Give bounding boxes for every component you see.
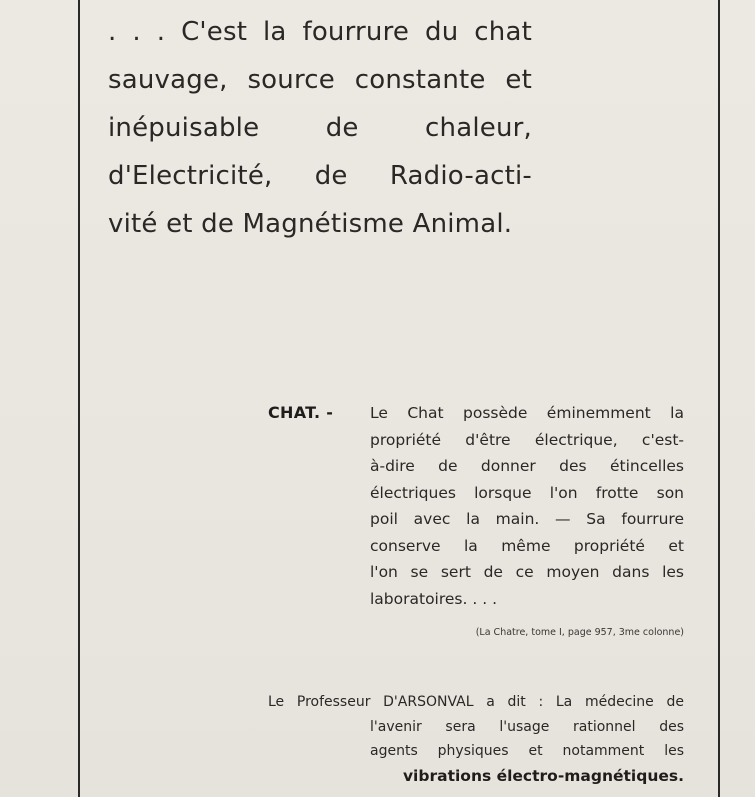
definition-line: conserve la même propriété et bbox=[370, 536, 684, 555]
professor-quote bbox=[268, 690, 684, 788]
professor-line: l'avenir sera l'usage rationnel des bbox=[370, 718, 684, 735]
left-border-rule bbox=[78, 0, 80, 797]
quote-line: . . . C'est la fourrure du chat bbox=[108, 17, 532, 47]
professor-line: agents physiques et notamment les bbox=[370, 743, 684, 759]
definition-line: à-dire de donner des étincelles bbox=[370, 457, 684, 475]
definition-line: propriété d'être électrique, c'est- bbox=[370, 430, 684, 449]
headline-quote bbox=[108, 8, 532, 248]
quote-line: inépuisable de chaleur, bbox=[108, 113, 532, 143]
quote-line: vité et de Magnétisme Animal. bbox=[108, 209, 513, 239]
definition-line: Le Chat possède éminemment la bbox=[370, 404, 684, 422]
definition-line: poil avec la main. — Sa fourrure bbox=[370, 510, 684, 528]
quote-line: sauvage, source constante et bbox=[108, 65, 532, 95]
professor-emphasis: vibrations électro-magnétiques. bbox=[402, 766, 684, 785]
dictionary-definition bbox=[370, 400, 684, 612]
quote-line: d'Electricité, de Radio-acti- bbox=[108, 161, 532, 191]
definition-line: laboratoires. . . . bbox=[370, 589, 497, 608]
citation-source: (La Chatre, tome I, page 957, 3me colonne) bbox=[475, 627, 684, 638]
dictionary-term: CHAT. - bbox=[268, 403, 334, 422]
definition-line: électriques lorsque l'on frotte son bbox=[370, 483, 684, 502]
right-border-rule bbox=[718, 0, 720, 797]
definition-line: l'on se sert de ce moyen dans les bbox=[370, 563, 684, 581]
professor-line: Le Professeur D'ARSONVAL a dit : La médecine de bbox=[268, 694, 684, 710]
